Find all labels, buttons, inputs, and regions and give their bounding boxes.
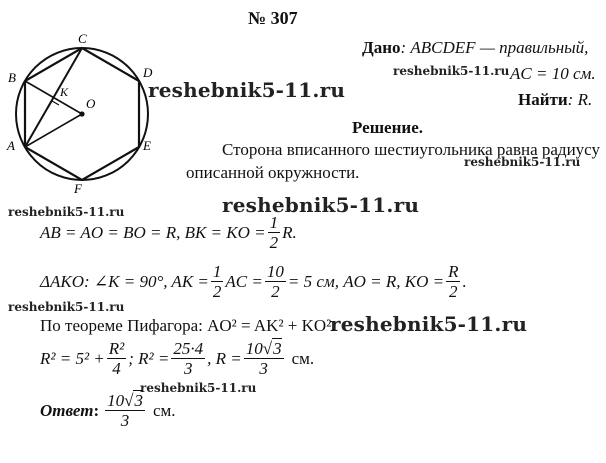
eq2-part1: ΔAKO: ∠K = 90°, AK = — [40, 271, 209, 291]
eq2-part4: . — [462, 271, 467, 291]
right-angle-mark — [48, 101, 59, 108]
given-line — [362, 38, 588, 58]
eq4-part3: , R = — [207, 348, 242, 368]
given-text: : ABCDEF — правильный, — [400, 38, 589, 57]
eq2-fraction-3 — [446, 263, 460, 300]
equation-4 — [40, 340, 314, 377]
eq2-f2-num: 10 — [266, 262, 284, 281]
eq4-part2: ; R² = — [128, 348, 170, 368]
eq4-part1: R² = 5² + — [40, 348, 105, 368]
watermark: reshebnik5-11.ru — [393, 64, 510, 78]
watermark-big: reshebnik5-11.ru — [330, 312, 528, 336]
watermark: reshebnik5-11.ru — [8, 300, 125, 314]
watermark: reshebnik5-11.ru — [140, 381, 257, 395]
watermark: reshebnik5-11.ru — [464, 155, 581, 169]
watermark-big: reshebnik5-11.ru — [148, 78, 346, 102]
eq4-f3-root: 3 — [273, 339, 282, 358]
eq4-f1-den: 4 — [112, 359, 121, 378]
answer-root: 3 — [134, 391, 143, 410]
eq1-lhs: AB = AO = BO = R, BK = KO = — [40, 222, 266, 242]
eq1-frac-num: 1 — [269, 213, 279, 232]
answer-coef: 10 — [107, 391, 125, 410]
label-e: E — [143, 138, 151, 153]
solution-heading: Решение. — [352, 118, 423, 137]
watermark: reshebnik5-11.ru — [8, 205, 125, 219]
eq2-fraction-2 — [265, 263, 286, 300]
segment-bo — [25, 81, 82, 114]
answer-fraction — [105, 392, 145, 429]
equation-1 — [40, 214, 297, 251]
eq4-fraction-3 — [244, 340, 284, 377]
eq4-f3-coef: 10 — [245, 339, 263, 358]
watermark-big: reshebnik5-11.ru — [222, 193, 420, 217]
label-d: D — [143, 65, 153, 80]
label-f: F — [74, 181, 82, 196]
hexagon-diagram — [4, 26, 164, 196]
eq2-part2: AC = — [225, 271, 263, 291]
eq4-f2-den: 3 — [184, 359, 193, 378]
equation-3: По теореме Пифагора: AO² = AK² + KO². — [40, 316, 336, 335]
eq4-f3-den: 3 — [259, 359, 268, 378]
eq2-fraction-1 — [211, 263, 224, 300]
eq2-f1-num: 1 — [212, 262, 222, 281]
eq4-f3-num: 10√3 — [245, 339, 282, 358]
eq2-f1-den: 2 — [212, 282, 222, 301]
given-label: Дано — [362, 38, 401, 57]
answer-colon: : — [93, 400, 100, 420]
find-label: Найти — [518, 90, 568, 109]
label-c: C — [78, 31, 87, 46]
eq4-unit: см. — [291, 348, 315, 368]
equation-2 — [40, 263, 467, 300]
solution-intro-2: описанной окружности. — [186, 163, 360, 182]
answer-den: 3 — [120, 411, 130, 430]
eq2-part3: = 5 см, AO = R, KO = — [287, 271, 445, 291]
eq4-fraction-1 — [107, 340, 126, 377]
eq2-f3-den: 2 — [449, 282, 458, 301]
eq4-f1-num: R² — [108, 339, 125, 358]
answer-num: 10√3 — [107, 391, 143, 410]
label-a: A — [7, 138, 15, 153]
answer-unit: см. — [152, 400, 176, 420]
find-text: : R. — [567, 90, 593, 109]
label-o: O — [86, 96, 96, 111]
eq1-rhs: R. — [282, 222, 297, 242]
solution-intro-1: Сторона вписанного шестиугольника равна радиусу — [222, 140, 600, 159]
given-ac: AC = 10 см. — [510, 64, 596, 83]
center-point — [79, 111, 84, 116]
label-k: K — [60, 85, 69, 99]
eq1-frac-den: 2 — [269, 233, 279, 252]
eq2-f3-num: R — [448, 262, 459, 281]
find-line — [518, 90, 592, 110]
eq2-f2-den: 2 — [271, 282, 280, 301]
answer-label: Ответ — [40, 400, 94, 420]
eq4-fraction-2 — [171, 340, 205, 377]
eq4-f2-num: 25·4 — [173, 339, 204, 358]
problem-number: № 307 — [248, 8, 298, 28]
answer-line — [40, 392, 176, 429]
label-b: B — [8, 70, 16, 85]
eq1-fraction — [268, 214, 281, 251]
